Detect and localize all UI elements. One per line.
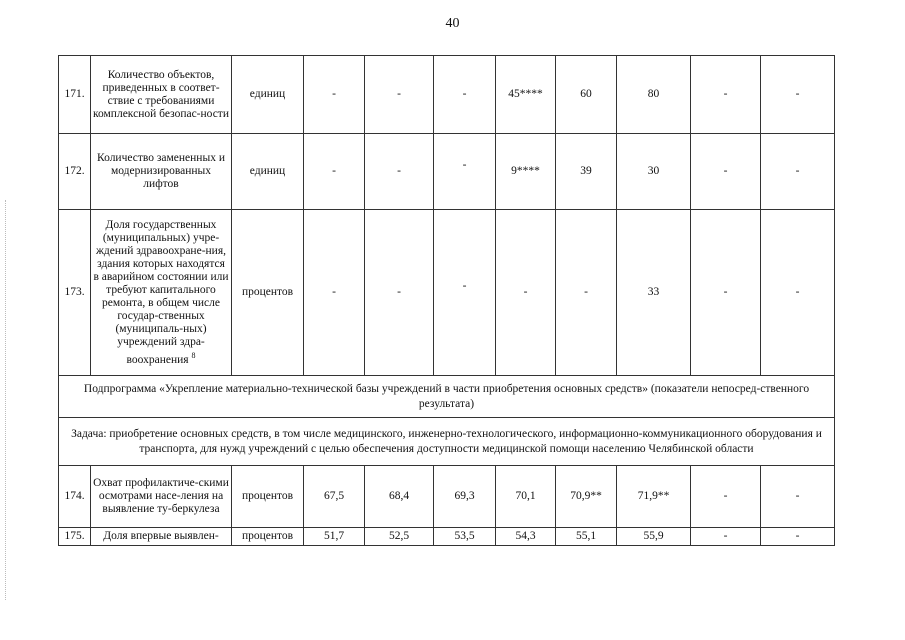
value-cell: 52,5 <box>365 528 434 546</box>
indicator-name: Охват профилактиче-скими осмотрами насе-ления на выявление ту-беркулеза <box>91 466 232 528</box>
table-row <box>59 134 835 210</box>
value-cell: - <box>691 210 761 376</box>
value-cell: - <box>691 134 761 210</box>
row-number: 174. <box>59 466 91 528</box>
scan-margin-line <box>5 200 7 600</box>
value-cell: - <box>761 466 835 528</box>
unit-cell: процентов <box>232 466 304 528</box>
indicator-name: Доля впервые выявлен- <box>91 528 232 546</box>
value-cell: - <box>304 210 365 376</box>
subprogram-title: Подпрограмма «Укрепление материально-технической базы учреждений в части приобретения основных средств» (показатели непосред-ственного результата) <box>59 376 835 418</box>
value-cell: 53,5 <box>434 528 496 546</box>
subprogram-row <box>59 376 835 418</box>
value-cell: 54,3 <box>496 528 556 546</box>
value-cell: - <box>365 210 434 376</box>
value-cell: 55,9 <box>617 528 691 546</box>
value-cell: - <box>691 466 761 528</box>
value-cell: 71,9** <box>617 466 691 528</box>
value-cell: 30 <box>617 134 691 210</box>
value-cell: - <box>761 210 835 376</box>
value-cell: 55,1 <box>556 528 617 546</box>
value-cell: - <box>691 56 761 134</box>
table-row <box>59 466 835 528</box>
row-number: 173. <box>59 210 91 376</box>
value-cell: - <box>761 134 835 210</box>
value-cell: - <box>365 56 434 134</box>
value-cell: - <box>304 134 365 210</box>
value-cell: 68,4 <box>365 466 434 528</box>
value-text: - <box>462 159 467 171</box>
indicator-name: Количество замененных и модернизированных лифтов <box>91 134 232 210</box>
value-cell: 51,7 <box>304 528 365 546</box>
value-cell: 70,1 <box>496 466 556 528</box>
value-cell: - <box>496 210 556 376</box>
value-text: - <box>462 280 467 292</box>
table-row <box>59 528 835 546</box>
value-cell: 70,9** <box>556 466 617 528</box>
table-row <box>59 210 835 376</box>
table-row <box>59 56 835 134</box>
unit-cell: процентов <box>232 528 304 546</box>
value-cell: 80 <box>617 56 691 134</box>
value-cell: - <box>365 134 434 210</box>
value-cell: 69,3 <box>434 466 496 528</box>
unit-cell: единиц <box>232 134 304 210</box>
indicators-table <box>58 55 835 546</box>
value-cell: 60 <box>556 56 617 134</box>
value-cell <box>434 210 496 376</box>
value-cell: - <box>691 528 761 546</box>
value-cell: - <box>761 56 835 134</box>
row-number: 175. <box>59 528 91 546</box>
value-cell: 39 <box>556 134 617 210</box>
value-cell: 67,5 <box>304 466 365 528</box>
value-cell: - <box>304 56 365 134</box>
indicator-name-text: Доля государственных (муниципальных) учре-ждений здравоохране-ния, здания которых находятся в аварийном состоянии или требуют капитального ремонта, в общем числе государ-ственных (муниципаль-ных) учреждений здра-воохранения <box>93 218 229 366</box>
value-cell: - <box>434 56 496 134</box>
unit-cell: единиц <box>232 56 304 134</box>
indicator-name <box>91 210 232 376</box>
value-cell: - <box>556 210 617 376</box>
task-description: Задача: приобретение основных средств, в том числе медицинского, инженерно-технологического, информационно-коммуникационного оборудования и транспорта, для нужд учреждений с целью обеспечения доступности медицинской помощи населению Челябинской области <box>59 418 835 466</box>
value-cell: - <box>761 528 835 546</box>
task-row <box>59 418 835 466</box>
row-number: 172. <box>59 134 91 210</box>
value-cell <box>434 134 496 210</box>
value-cell: 9**** <box>496 134 556 210</box>
value-cell: 33 <box>617 210 691 376</box>
row-number: 171. <box>59 56 91 134</box>
footnote-mark: 8 <box>191 350 196 360</box>
page-number: 40 <box>445 16 460 31</box>
indicator-name: Количество объектов, приведенных в соответ-ствие с требованиями комплексной безопас-ности <box>91 56 232 134</box>
unit-cell: процентов <box>232 210 304 376</box>
value-cell: 45**** <box>496 56 556 134</box>
